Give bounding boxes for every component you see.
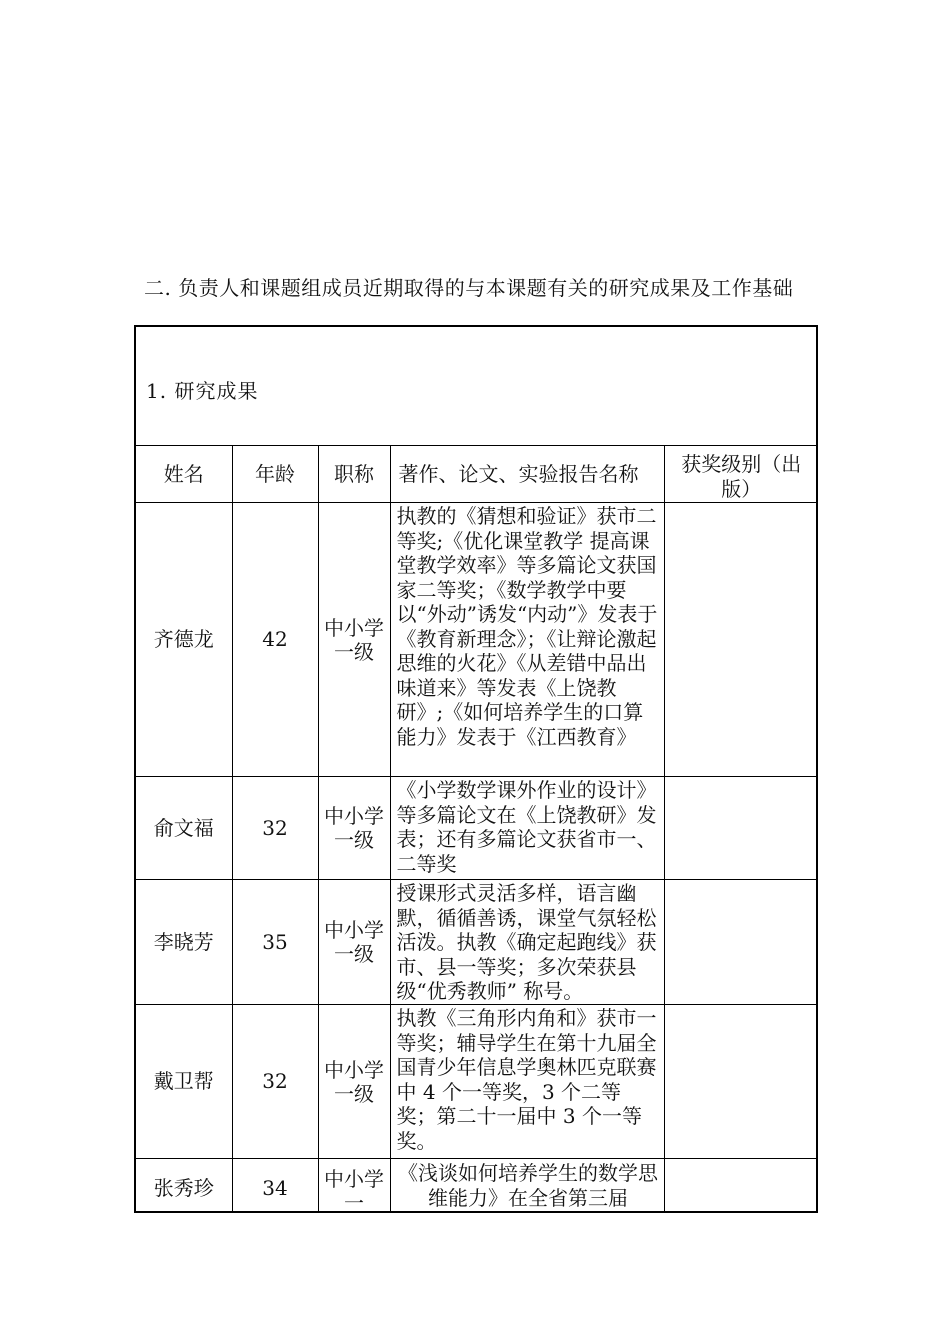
member-award: [664, 503, 818, 777]
header-title: 职称: [318, 446, 390, 503]
member-age: 32: [232, 1005, 318, 1159]
member-award: [664, 1159, 818, 1214]
member-award: [664, 880, 818, 1005]
member-award: [664, 777, 818, 880]
member-name: 齐德龙: [136, 503, 232, 777]
member-award: [664, 1005, 818, 1159]
table-row: [136, 503, 818, 777]
header-award: 获奖级别（出版）: [664, 446, 818, 503]
member-title: 中小学一级: [318, 1005, 390, 1159]
member-name: 李晓芳: [136, 880, 232, 1005]
research-results-table: [136, 445, 818, 1213]
member-title: 中小学一级: [318, 777, 390, 880]
member-name: 张秀珍: [136, 1159, 232, 1214]
member-works: 授课形式灵活多样，语言幽默，循循善诱，课堂气氛轻松活泼。执教《确定起跑线》获市、县一等奖；多次荣获县级“优秀教师” 称号。: [390, 880, 664, 1005]
member-age: 42: [232, 503, 318, 777]
table-row: [136, 1005, 818, 1159]
subsection-heading: 1. 研究成果: [146, 379, 259, 403]
table-row: [136, 777, 818, 880]
member-works: 《小学数学课外作业的设计》等多篇论文在《上饶教研》发表；还有多篇论文获省市一、二等奖: [390, 777, 664, 880]
member-title: 中小学一级: [318, 880, 390, 1005]
member-works: 执教的《猜想和验证》获市二等奖;《优化课堂教学 提高课堂教学效率》等多篇论文获国家二等奖；《数学教学中要以“外动”诱发“内动”》发表于《教育新理念》；《让辩论激起思维的火花》《从差错中品出味道来》等发表《上饶教研》;《如何培养学生的口算能力》发表于《江西教育》: [390, 503, 664, 777]
member-title: 中小学一级: [318, 503, 390, 777]
header-name: 姓名: [136, 446, 232, 503]
member-title: 中小学一: [318, 1159, 390, 1214]
member-age: 35: [232, 880, 318, 1005]
table-row: [136, 880, 818, 1005]
header-works: 著作、论文、实验报告名称: [390, 446, 664, 503]
section-heading: 二. 负责人和课题组成员近期取得的与本课题有关的研究成果及工作基础: [144, 276, 794, 300]
header-age: 年龄: [232, 446, 318, 503]
member-works: 执教《三角形内角和》获市一等奖；辅导学生在第十九届全国青少年信息学奥林匹克联赛中 4 个一等奖，3 个二等奖；第二十一届中 3 个一等奖。: [390, 1005, 664, 1159]
table-header-row: [136, 446, 818, 503]
member-name: 俞文福: [136, 777, 232, 880]
member-works: 《浅谈如何培养学生的数学思维能力》在全省第三届: [390, 1159, 664, 1214]
member-name: 戴卫帮: [136, 1005, 232, 1159]
research-results-frame: [134, 325, 818, 1213]
member-age: 32: [232, 777, 318, 880]
table-row: [136, 1159, 818, 1214]
member-age: 34: [232, 1159, 318, 1214]
